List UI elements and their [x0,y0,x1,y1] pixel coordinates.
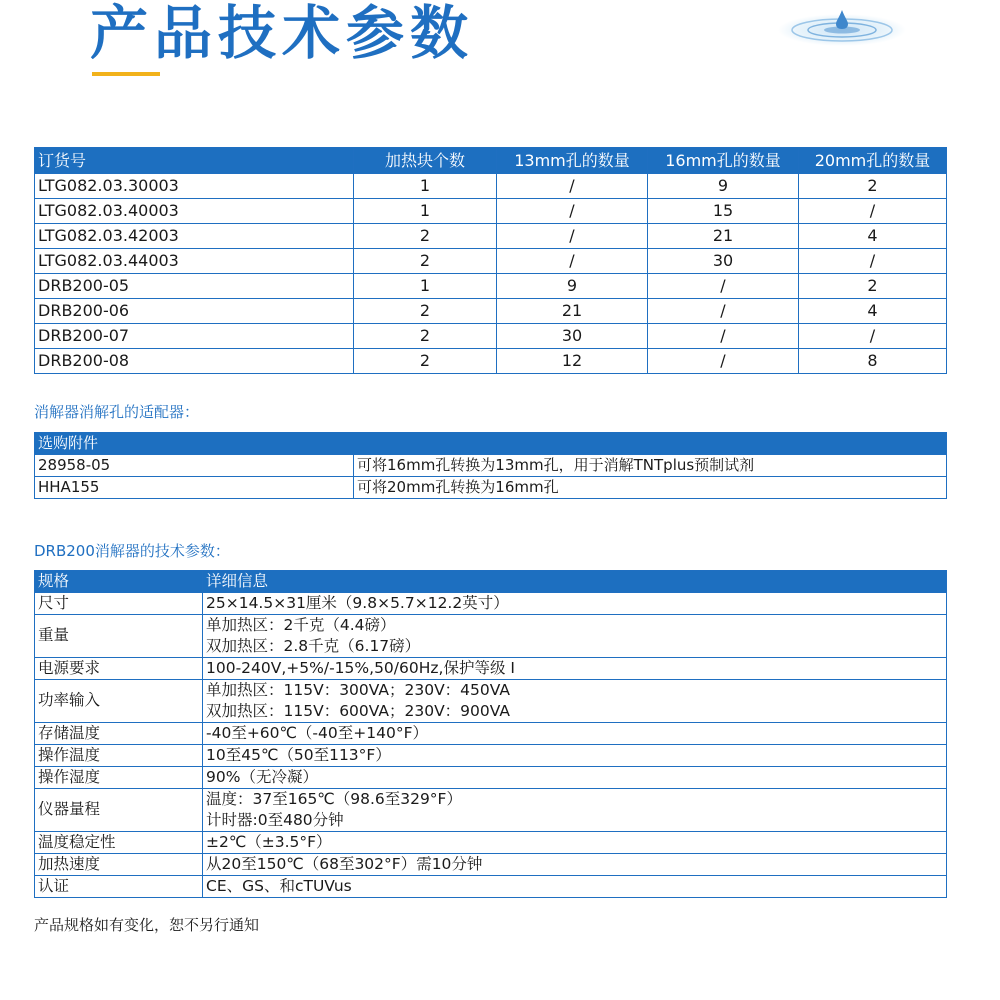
holes-13mm: 30 [497,324,648,349]
table-row [35,224,947,249]
spec-name: 存储温度 [35,723,203,745]
table-row [35,249,947,274]
table-row [35,324,947,349]
order-number: LTG082.03.42003 [35,224,354,249]
holes-20mm: 4 [799,299,947,324]
order-number: LTG082.03.30003 [35,174,354,199]
spec-detail-line: 从20至150℃（68至302°F）需10分钟 [206,855,483,873]
spec-detail-line: 10至45℃（50至113°F） [206,746,391,764]
adapter-table-header-row [35,433,947,455]
spec-details [203,854,947,876]
table-row [35,593,947,615]
footnote: 产品规格如有变化，恕不另行通知 [34,916,260,934]
spec-name: 重量 [35,615,203,658]
holes-13mm: / [497,174,648,199]
table-row [35,455,947,477]
spec-name: 操作湿度 [35,767,203,789]
order-table-header-row [35,148,947,174]
accessory-code: 28958-05 [35,455,354,477]
order-number: DRB200-08 [35,349,354,374]
spec-name: 仪器量程 [35,789,203,832]
spec-details [203,680,947,723]
order-number: DRB200-06 [35,299,354,324]
spec-table [34,570,947,898]
table-row [35,680,947,723]
spec-name: 温度稳定性 [35,832,203,854]
spec-details [203,723,947,745]
spec-detail-line: 双加热区：2.8千克（6.17磅） [206,637,421,655]
spec-section-label: DRB200消解器的技术参数： [34,542,230,560]
holes-13mm: / [497,199,648,224]
water-drop-icon [775,0,910,50]
table-row [35,767,947,789]
spec-details [203,789,947,832]
table-row [35,789,947,832]
heating-blocks: 2 [354,299,497,324]
header-heating-blocks: 加热块个数 [354,148,497,174]
spec-detail-line: 温度：37至165℃（98.6至329°F） [206,790,462,808]
spec-detail-line: 25×14.5×31厘米（9.8×5.7×12.2英寸） [206,594,509,612]
spec-name: 电源要求 [35,658,203,680]
order-number: DRB200-05 [35,274,354,299]
table-row [35,299,947,324]
header-20mm-holes: 20mm孔的数量 [799,148,947,174]
spec-details [203,745,947,767]
spec-detail-line: 单加热区：115V：300VA；230V：450VA [206,681,510,699]
spec-details [203,767,947,789]
spec-detail-line: 计时器:0至480分钟 [206,811,344,829]
table-row [35,615,947,658]
header-16mm-holes: 16mm孔的数量 [648,148,799,174]
table-row [35,658,947,680]
heating-blocks: 1 [354,174,497,199]
spec-details [203,658,947,680]
heating-blocks: 2 [354,224,497,249]
spec-detail-line: 90%（无冷凝） [206,768,318,786]
spec-name: 尺寸 [35,593,203,615]
holes-16mm: / [648,299,799,324]
header-spec: 规格 [35,571,203,593]
header-optional-accessories: 选购附件 [35,433,947,455]
holes-16mm: 21 [648,224,799,249]
spec-details [203,593,947,615]
holes-13mm: 9 [497,274,648,299]
holes-20mm: / [799,199,947,224]
table-row [35,477,947,499]
spec-detail-line: CE、GS、和cTUVus [206,877,352,895]
spec-detail-line: 单加热区：2千克（4.4磅） [206,616,396,634]
holes-16mm: 30 [648,249,799,274]
holes-20mm: / [799,249,947,274]
holes-20mm: 2 [799,174,947,199]
spec-table-header-row [35,571,947,593]
table-row [35,854,947,876]
spec-detail-line: 双加热区：115V：600VA；230V：900VA [206,702,510,720]
table-row [35,199,947,224]
holes-20mm: / [799,324,947,349]
holes-20mm: 2 [799,274,947,299]
heating-blocks: 2 [354,249,497,274]
page-title: 产品技术参数 [90,0,475,67]
header-13mm-holes: 13mm孔的数量 [497,148,648,174]
spec-name: 加热速度 [35,854,203,876]
spec-detail-line: -40至+60℃（-40至+140°F） [206,724,428,742]
holes-20mm: 8 [799,349,947,374]
order-number: DRB200-07 [35,324,354,349]
accessory-description: 可将16mm孔转换为13mm孔，用于消解TNTplus预制试剂 [354,455,947,477]
accessory-code: HHA155 [35,477,354,499]
spec-details [203,876,947,898]
spec-detail-line: 100-240V,+5%/-15%,50/60Hz,保护等级 I [206,659,515,677]
table-row [35,832,947,854]
table-row [35,745,947,767]
accessory-description: 可将20mm孔转换为16mm孔 [354,477,947,499]
holes-16mm: / [648,274,799,299]
holes-13mm: / [497,224,648,249]
table-row [35,876,947,898]
heating-blocks: 1 [354,274,497,299]
holes-13mm: / [497,249,648,274]
header-order-number: 订货号 [35,148,354,174]
spec-details [203,832,947,854]
spec-name: 认证 [35,876,203,898]
adapter-section-label: 消解器消解孔的适配器： [34,403,200,421]
title-accent-bar [92,72,160,76]
spec-details [203,615,947,658]
table-row [35,274,947,299]
spec-name: 功率输入 [35,680,203,723]
spec-detail-line: ±2℃（±3.5°F） [206,833,332,851]
holes-20mm: 4 [799,224,947,249]
holes-16mm: 15 [648,199,799,224]
table-row [35,349,947,374]
holes-13mm: 12 [497,349,648,374]
holes-16mm: / [648,324,799,349]
table-row [35,174,947,199]
holes-16mm: 9 [648,174,799,199]
holes-13mm: 21 [497,299,648,324]
holes-16mm: / [648,349,799,374]
heating-blocks: 2 [354,324,497,349]
table-row [35,723,947,745]
spec-name: 操作温度 [35,745,203,767]
order-number: LTG082.03.44003 [35,249,354,274]
heating-blocks: 2 [354,349,497,374]
order-table [34,147,947,374]
heating-blocks: 1 [354,199,497,224]
order-number: LTG082.03.40003 [35,199,354,224]
adapter-table [34,432,947,499]
header-details: 详细信息 [203,571,947,593]
